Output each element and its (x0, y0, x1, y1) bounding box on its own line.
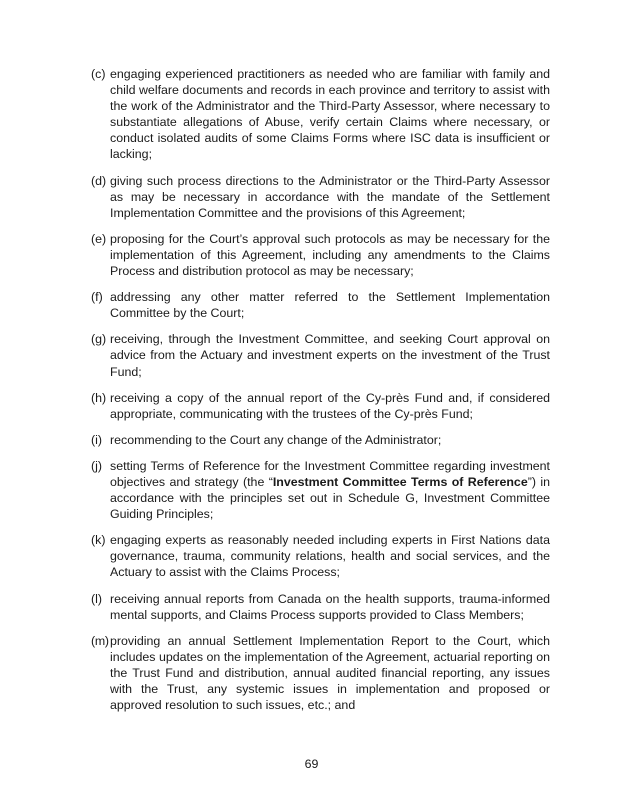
clause-item-i (91, 432, 550, 448)
clause-label: (m) (91, 633, 109, 648)
clause-item-m (91, 633, 550, 713)
clause-label: (c) (91, 67, 106, 81)
clause-label: (f) (91, 290, 103, 305)
clause-text: receiving a copy of the annual report of the Cy-près Fund and, if considered appropriate, communicating with the trustees of the Cy-près Fund; (110, 390, 550, 421)
clause-label: (d) (91, 173, 107, 188)
clause-label: (k) (91, 533, 106, 548)
clause-item-l (91, 591, 550, 623)
clause-label: (j) (91, 458, 103, 473)
clause-item-f (91, 289, 550, 321)
clause-item-k (91, 532, 550, 580)
clause-text: engaging experienced practitioners as needed who are familiar with family and child welfare documents and records in each province and territory to assist with the work of the Administrator and the Third-Party Assessor, where necessary to substantiate allegations of Abuse, verify certain Claims where necessary, or conduct isolated audits of some Claims Forms where ISC data is insufficient or lacking; (110, 67, 550, 162)
clause-label: (e) (91, 231, 107, 246)
clause-text-before: setting Terms of Reference for the Investment Committee regarding investment objectives and strategy (the “ (110, 458, 550, 489)
clause-text: engaging experts as reasonably needed including experts in First Nations data governance, trauma, community relations, health and social services, and the Actuary to assist with the Claims Process; (110, 533, 550, 580)
clause-text-after: ”) in accordance with the principles set out in Schedule G, Investment Committee Guiding Principles; (110, 474, 550, 522)
clause-label: (l) (91, 591, 103, 606)
clause-item-j (91, 458, 550, 522)
clause-text: receiving annual reports from Canada on the health supports, trauma-informed mental supports, and Claims Process supports provided to Class Members; (110, 591, 550, 622)
clause-text: recommending to the Court any change of the Administrator; (110, 432, 442, 447)
clause-item-d (91, 173, 550, 221)
clause-list (91, 66, 550, 723)
clause-text: providing an annual Settlement Implementation Report to the Court, which includes updates on the implementation of the Agreement, actuarial reporting on the Trust Fund and distribution, annual audited financial reporting, any issues with the Trust, any systemic issues in implementation and proposed or approved resolution to such issues, etc.; and (110, 633, 550, 713)
clause-label: (i) (91, 432, 103, 447)
clause-item-c (91, 66, 550, 163)
clause-text: receiving, through the Investment Committee, and seeking Court approval on advice from the Actuary and investment experts on the investment of the Trust Fund; (110, 332, 550, 379)
defined-term: Investment Committee Terms of Reference (272, 474, 528, 489)
page-number: 69 (304, 757, 319, 771)
clause-item-h (91, 390, 550, 422)
clause-label: (h) (91, 390, 107, 405)
clause-label: (g) (91, 332, 107, 347)
clause-text: addressing any other matter referred to the Settlement Implementation Committee by the Court; (110, 290, 550, 321)
clause-text: giving such process directions to the Administrator or the Third-Party Assessor as may be necessary in accordance with the mandate of the Settlement Implementation Committee and the provisions of this Agreement; (110, 173, 550, 220)
clause-item-g (91, 331, 550, 379)
clause-text: proposing for the Court’s approval such protocols as may be necessary for the implementation of this Agreement, including any amendments to the Claims Process and distribution protocol as may be necessary; (110, 231, 550, 279)
clause-item-e (91, 231, 550, 279)
